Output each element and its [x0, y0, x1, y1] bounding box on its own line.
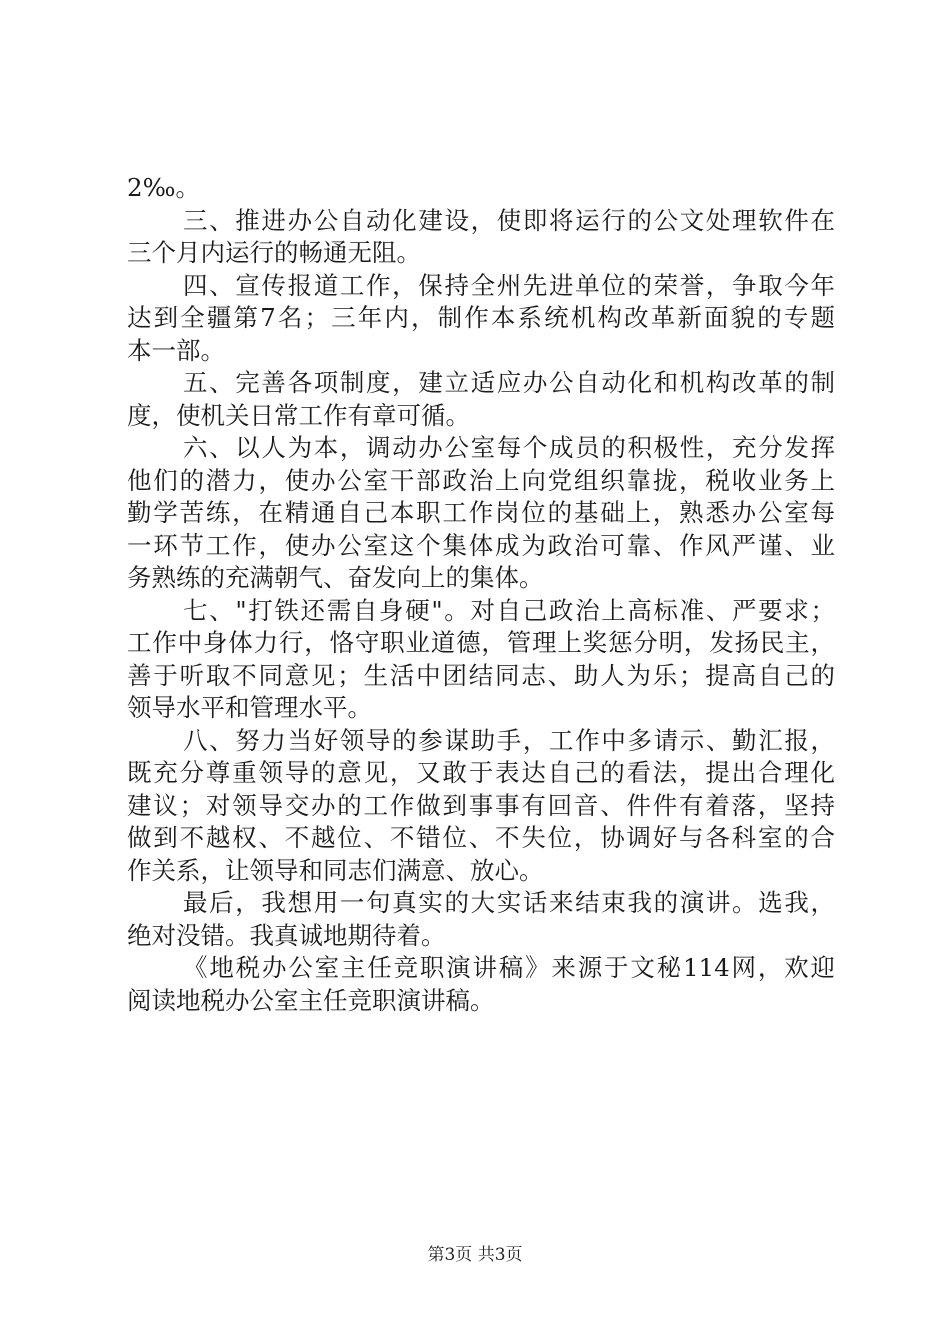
text-line: 务熟练的充满朝气、奋发向上的集体。 [127, 563, 544, 592]
text-line: 六、以人为本，调动办公室每个成员的积极性，充分发挥 [183, 433, 835, 462]
text-line: 作关系，让领导和同志们满意、放心。 [127, 855, 544, 885]
text-line: 最后，我想用一句真实的大实话来结束我的演讲。选我， [183, 888, 835, 917]
text-line: 一环节工作，使办公室这个集体成为政治可靠、作风严谨、业 [127, 530, 835, 560]
text-line: 工作中身体力行，恪守职业道德，管理上奖惩分明，发扬民主， [127, 628, 835, 657]
text-line: 绝对没错。我真诚地期待着。 [127, 920, 446, 950]
text-line: 2‰。 [127, 173, 200, 202]
text-line: 四、宣传报道工作，保持全州先进单位的荣誉，争取今年 [183, 270, 835, 300]
text-line: 度，使机关日常工作有章可循。 [127, 400, 470, 430]
text-line: 既充分尊重领导的意见，又敢于表达自己的看法，提出合理化 [127, 758, 835, 787]
text-line: 《地税办公室主任竞职演讲稿》来源于文秘114网，欢迎 [183, 953, 835, 982]
page-footer: 第3页 共3页 [427, 1245, 523, 1265]
text-line: 五、完善各项制度，建立适应办公自动化和机构改革的制 [183, 368, 835, 397]
text-line: 三、推进办公自动化建设，使即将运行的公文处理软件在 [183, 205, 835, 235]
text-line: 八、努力当好领导的参谋助手，工作中多请示、勤汇报， [183, 725, 835, 755]
text-line: 他们的潜力，使办公室干部政治上向党组织靠拢，税收业务上 [127, 465, 835, 495]
document-body [127, 172, 835, 1017]
text-line: 阅读地税办公室主任竞职演讲稿。 [127, 985, 495, 1015]
text-line: 善于听取不同意见；生活中团结同志、助人为乐；提高自己的 [127, 660, 835, 690]
text-line: 本一部。 [127, 335, 225, 365]
text-line: 达到全疆第7名；三年内，制作本系统机构改革新面貌的专题 [127, 303, 835, 332]
text-line: 领导水平和管理水平。 [127, 693, 372, 722]
text-line: 三个月内运行的畅通无阻。 [127, 238, 421, 267]
text-line: 建议；对领导交办的工作做到事事有回音、件件有着落，坚持 [127, 790, 835, 820]
text-line: 勤学苦练，在精通自己本职工作岗位的基础上，熟悉办公室每 [127, 498, 835, 527]
text-line: 七、"打铁还需自身硬"。对自己政治上高标准、严要求； [183, 595, 835, 625]
text-line: 做到不越权、不越位、不错位、不失位，协调好与各科室的合 [127, 823, 835, 852]
